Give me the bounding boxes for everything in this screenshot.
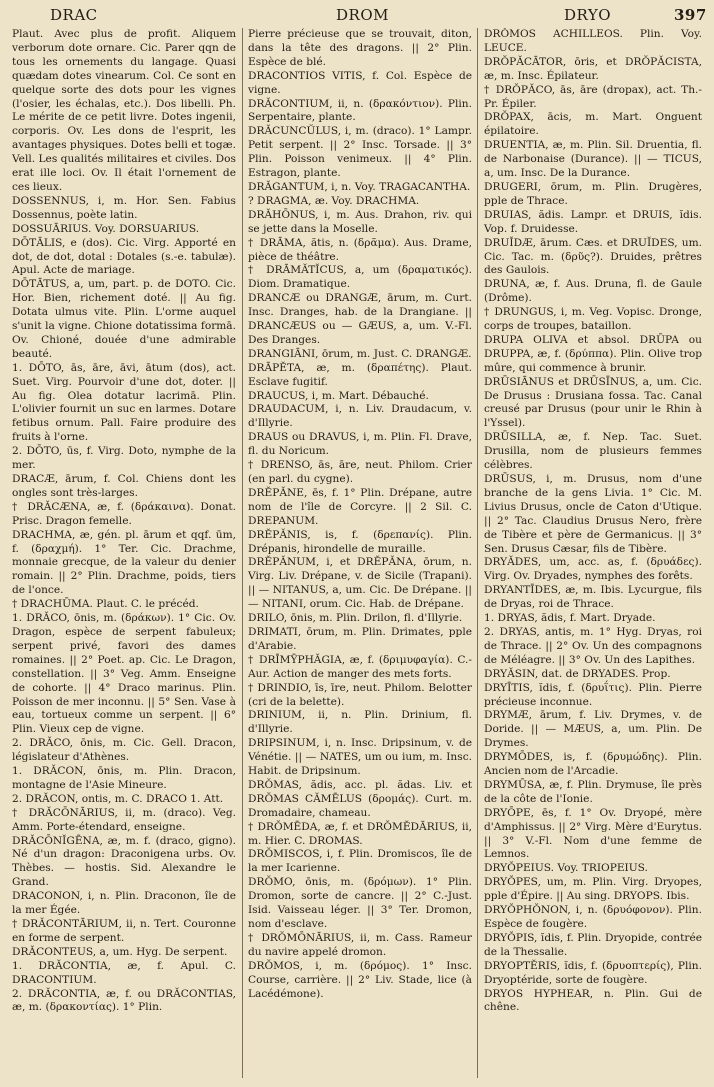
dictionary-entry: DRYŌPE, ēs, f. 1° Ov. Dryopé, mère d'Amphissus. || 2° Virg. Mère d'Eurytus. || 3° V.-Fl. Nom d'une femme de Lemnos. <box>484 806 702 861</box>
dictionary-entry: DRANCÆ ou DRANGÆ, ārum, m. Curt. Insc. Dranges, hab. de la Drangiane. || DRANCÆUS ou — GÆUS, a, um. V.-Fl. Des Dranges. <box>248 292 472 346</box>
dictionary-entry: DRŎPAX, ācis, m. Mart. Onguent épilatoire. <box>484 111 702 138</box>
dictionary-entry: DRYANTĪDES, æ, m. Ibis. Lycurgue, fils de Dryas, roi de Thrace. <box>484 584 702 611</box>
dictionary-entry: ? DRAGMA, æ. Voy. DRACHMA. <box>248 194 420 207</box>
dictionary-entry: DRĂCUNCŬLUS, i, m. (draco). 1° Lampr. Petit serpent. || 2° Insc. Torsade. || 3° Plin. Poisson venimeux. || 4° Plin. Estragon, plante. <box>248 125 472 180</box>
dictionary-entry: 1. DRĂCON, ōnis, m. Plin. Dracon, montagne de l'Asie Mineure. <box>12 765 236 791</box>
dictionary-entry: DRACONON, i, n. Plin. Draconon, île de la mer Égée. <box>12 890 236 917</box>
dictionary-entry: DRUGERI, ōrum, m. Plin. Drugères, pple de Thrace. <box>484 180 702 207</box>
dictionary-entry: DRYMÆ, ārum, f. Liv. Drymes, v. de Doride. || — MÆUS, a, um. Plin. De Drymes. <box>484 709 702 750</box>
dictionary-entry: DRŪSUS, i, m. Drusus, nom d'une branche de la gens Livia. 1° Cic. M. Livius Drusus, oncle de Caton d'Utique. || 2° Tac. Claudius Drusus Nero, frère de Tibère et père de Germanicus. || 3° Sen. Drusus Cæsar, fils de Tibère. <box>484 473 702 555</box>
column-left <box>10 28 238 1078</box>
running-head-right: DRYO <box>564 6 612 24</box>
running-head-left: DRAC <box>50 6 98 24</box>
dictionary-entry: DRĔPĂNIS, is, f. (δρεπανίς). Plin. Drépanis, hirondelle de muraille. <box>248 528 472 555</box>
dictionary-entry: DRĂCONTIUM, ii, n. (δρακόντιον). Plin. Serpentaire, plante. <box>248 97 472 124</box>
dictionary-entry: DRAUS ou DRAVUS, i, m. Plin. Fl. Drave, fl. du Noricum. <box>248 431 472 458</box>
dictionary-entry: DOSSENNUS, i, m. Hor. Sen. Fabius Dossennus, poète latin. <box>12 194 236 221</box>
dictionary-entry: DRIPSINUM, i, n. Insc. Dripsinum, v. de Vénétie. || — NATES, um ou ium, m. Insc. Habit. de Dripsinum. <box>248 737 472 778</box>
dictionary-entry: DRĔPĂNE, ēs, f. 1° Plin. Drépane, autre nom de l'île de Corcyre. || 2 Sil. C. DREPANUM. <box>248 486 472 527</box>
dictionary-entry: DRĂCONTEUS, a, um. Hyg. De serpent. <box>12 945 228 958</box>
dictionary-entry: DRŎMOS ACHILLEOS. Plin. Voy. LEUCE. <box>484 28 702 54</box>
dictionary-entry: DRACÆ, ārum, f. Col. Chiens dont les ongles sont très-larges. <box>12 473 236 499</box>
dictionary-entry: Plaut. Avec plus de profit. Aliquem verborum dote ornare. Cic. Parer qqn de tous les ornements du langage. Quasi quædam dotes vinearum. Col. Ce sont en quelque sorte des dots pour les vignes (l'osier, les échalas, etc.). Dos libelli. Ph. Le mérite de ce petit livre. Dotes ingenii, corporis. Ov. Les dons de l'esprit, les avantages physiques. Dotes belli et togæ. Vell. Les qualités militaires et civiles. Dos erat ille loci. Ov. Il était l'ornement de ces lieux. <box>12 28 236 193</box>
dictionary-entry: † DRENSO, ās, āre, neut. Philom. Crier (en parl. du cygne). <box>248 459 472 485</box>
dictionary-entry: † DRĂCŌNĀRIUS, ii, m. (draco). Veg. Amm. Porte-étendard, enseigne. <box>12 806 236 833</box>
dictionary-entry: † DRŎMŌNĀRIUS, ii, m. Cass. Rameur du navire appelé dromon. <box>248 931 472 958</box>
dictionary-entry: DRYĪTIS, ĭdis, f. (δρυΐτις). Plin. Pierre précieuse inconnue. <box>484 681 702 708</box>
dictionary-entry: DRILO, ōnis, m. Plin. Drilon, fl. d'Illyrie. <box>248 612 463 625</box>
page-header <box>10 4 707 24</box>
dictionary-entry: Pierre précieuse que se trouvait, diton, dans la tête des dragons. || 2° Plin. Espèce de blé. <box>248 28 472 68</box>
dictionary-entry: 1. DRĂCO, ōnis, m. (δράκων). 1° Cic. Ov. Dragon, espèce de serpent fabuleux; serpent privé, favori des dames romaines. || 2° Poet. ap. Cic. Le Dragon, constellation. || 3° Veg. Amm. Enseigne de cohorte. || 4° Draco marinus. Plin. Poisson de mer inconnu. || 5° Sen. Vase à eau, tortueux comme un serpent. || 6° Plin. Vieux cep de vigne. <box>12 612 236 736</box>
dictionary-entry: DRŪSILLA, æ, f. Nep. Tac. Suet. Drusilla, nom de plusieurs femmes célèbres. <box>484 431 702 472</box>
dictionary-entry: DRUENTIA, æ, m. Plin. Sil. Druentia, fl. de Narbonaise (Durance). || — TICUS, a, um. Insc. De la Durance. <box>484 139 702 180</box>
dictionary-entry: 2. DRĂCONTIA, æ, f. ou DRĂCONTIAS, æ, m. (δρακοντίας). 1° Plin. <box>12 987 236 1014</box>
dictionary-entry: DRYOS HYPHEAR, n. Plin. Gui de chêne. <box>484 987 702 1014</box>
text-columns <box>10 28 704 1078</box>
dictionary-entry: DRYOPTĔRIS, ĭdis, f. (δρυοπτερίς), Plin. Dryoptéride, sorte de fougère. <box>484 959 702 986</box>
dictionary-entry: DRYĂSIN, dat. de DRYADES. Prop. <box>484 667 671 680</box>
page-number: 397 <box>674 6 707 24</box>
dictionary-entry: † DRINDIO, īs, īre, neut. Philom. Belotter (cri de la belette). <box>248 681 472 708</box>
dictionary-entry: DŌTĀLIS, e (dos). Cic. Virg. Apporté en dot, de dot, dotal : Dotales (s.-e. tabulæ). Apul. Acte de mariage. <box>12 236 236 277</box>
dictionary-entry: DŌTĀTUS, a, um, part. p. de DOTO. Cic. Hor. Bien, richement doté. || Au fig. Dotata ulmus vite. Plin. L'orme auquel s'unit la vigne. Chione dotatissima formā. Ov. Chioné, douée d'une admirable beauté. <box>12 278 236 360</box>
dictionary-entry: † DRŎPĂCO, ās, āre (dropax), act. Th.-Pr. Épiler. <box>484 83 702 110</box>
dictionary-entry: DRŎMOS, i, m. (δρόμος). 1° Insc. Course, carrière. || 2° Liv. Stade, lice (à Lacédémone). <box>248 959 472 1000</box>
dictionary-entry: 1. DŌTO, ās, āre, āvi, ātum (dos), act. Suet. Virg. Pourvoir d'une dot, doter. || Au fig. Olea dotatur lacrimā. Plin. L'olivier fournit un suc en larmes. Dotare fetibus ornum. Pall. Faire produire des fruits à l'orne. <box>12 361 236 444</box>
dictionary-entry: DRYMŌDES, is, f. (δρυμώδης). Plin. Ancien nom de l'Arcadie. <box>484 751 702 778</box>
dictionary-entry: DRYMŪSA, æ, f. Plin. Drymuse, île près de la côte de l'Ionie. <box>484 778 702 805</box>
dictionary-entry: DRAUDACUM, i, n. Liv. Draudacum, v. d'Illyrie. <box>248 403 472 430</box>
dictionary-entry: † DRŎMĒDA, æ, f. et DRŎMĔDĀRIUS, ii, m. Hier. C. DROMAS. <box>248 820 472 847</box>
dictionary-entry: DRŎMISCOS, i, f. Plin. Dromiscos, île de la mer Icarienne. <box>248 848 472 875</box>
dictionary-entry: DOSSUĀRIUS. Voy. DORSUARIUS. <box>12 222 200 235</box>
dictionary-entry: DRYŎPIS, ĭdis, f. Plin. Dryopide, contrée de la Thessalie. <box>484 931 702 958</box>
dictionary-entry: DRĂCŌNĬGĒNA, æ, m. f. (draco, gigno). Né d'un dragon: Draconigena urbs. Ov. Thèbes. — hostis. Sid. Alexandre le Grand. <box>12 834 236 889</box>
dictionary-entry: 1. DRYAS, ădis, f. Mart. Dryade. <box>484 612 656 625</box>
dictionary-entry: † DRĪMȲPHĂGIA, æ, f. (δριμυφαγία). C.-Aur. Action de manger des mets forts. <box>248 653 472 680</box>
dictionary-entry: DRIMATI, ōrum, m. Plin. Drimates, pple d'Arabie. <box>248 625 472 652</box>
dictionary-entry: DRUIAS, ădis. Lampr. et DRUIS, ĭdis. Vop. f. Druidesse. <box>484 208 702 235</box>
dictionary-entry: DRINIUM, ii, n. Plin. Drinium, fl. d'Illyrie. <box>248 709 472 736</box>
dictionary-entry: † DRUNGUS, i, m. Veg. Vopisc. Dronge, corps de troupes, bataillon. <box>484 306 702 333</box>
dictionary-entry: 2. DRĂCON, ontis, m. C. DRACO 1. Att. <box>12 792 224 805</box>
dictionary-entry: † DRĀMA, ătis, n. (δρᾶμα). Aus. Drame, pièce de théâtre. <box>248 236 472 263</box>
dictionary-entry: DRĂHŌNUS, i, m. Aus. Drahon, riv. qui se jette dans la Moselle. <box>248 208 472 235</box>
dictionary-entry: DRŎMAS, ădis, acc. pl. ădas. Liv. et DRŎMAS CĂMĒLUS (δρομάς). Curt. m. Dromadaire, chameau. <box>248 778 472 819</box>
dictionary-entry: DRĀPĔTA, æ, m. (δραπέτης). Plaut. Esclave fugitif. <box>248 361 472 388</box>
dictionary-entry: DRĂGANTUM, i, n. Voy. TRAGACANTHA. <box>248 180 471 193</box>
dictionary-entry: DRŎMO, ōnis, m. (δρόμων). 1° Plin. Dromon, sorte de cancre. || 2° C.-Just. Isid. Vaisseau léger. || 3° Ter. Dromon, nom d'esclave. <box>248 876 472 930</box>
dictionary-entry: DRUNA, æ, f. Aus. Druna, fl. de Gaule (Drôme). <box>484 278 702 305</box>
dictionary-entry: DRYŎPEIUS. Voy. TRIOPEIUS. <box>484 862 648 875</box>
dictionary-entry: 1. DRĂCONTIA, æ, f. Apul. C. DRACONTIUM. <box>12 959 236 986</box>
dictionary-entry: DRANGIĀNI, ōrum, m. Just. C. DRANGÆ. <box>248 347 472 360</box>
dictionary-entry: DRUPA OLIVA et absol. DRŪPA ou DRUPPA, æ, f. (δρύππα). Plin. Olive trop mûre, qui commence à brunir. <box>484 333 702 374</box>
running-head-middle: DROM <box>336 6 389 24</box>
dictionary-entry: 2. DŌTO, ūs, f. Virg. Doto, nymphe de la mer. <box>12 445 236 472</box>
dictionary-entry: 2. DRĂCO, ōnis, m. Cic. Gell. Dracon, législateur d'Athènes. <box>12 737 236 764</box>
dictionary-entry: DRYĂDES, um, acc. as, f. (δρυάδες). Virg. Ov. Dryades, nymphes des forêts. <box>484 556 702 583</box>
dictionary-entry: DRYŎPHŎNON, i, n. (δρυόφονον). Plin. Espèce de fougère. <box>484 904 702 930</box>
dictionary-entry: DRACONTIOS VITIS, f. Col. Espèce de vigne. <box>248 69 472 96</box>
dictionary-entry: † DRĀMĂTĬCUS, a, um (δραματικός). Diom. Dramatique. <box>248 264 472 291</box>
dictionary-entry: † DRACHŪMA. Plaut. C. le précéd. <box>12 598 199 611</box>
dictionary-entry: DRYŎPES, um, m. Plin. Virg. Dryopes, pple d'Épire. || Au sing. DRYOPS. Ibis. <box>484 876 702 903</box>
dictionary-entry: DRĔPĂNUM, i, et DRĔPĂNA, ōrum, n. Virg. Liv. Drépane, v. de Sicile (Trapani). || — NITANUS, a, um. Cic. De Drépane. || — NITANI, orum. Cic. Hab. de Drépane. <box>248 556 472 611</box>
dictionary-entry: DRUĬDÆ, ārum. Cæs. et DRUĬDES, um. Cic. Tac. m. (δρῦς?). Druides, prêtres des Gaulois. <box>484 236 702 277</box>
dictionary-entry: DRŎPĂCĀTOR, ōris, et DRŎPĂCISTA, æ, m. Insc. Épilateur. <box>484 55 702 82</box>
dictionary-entry: DRAUCUS, i, m. Mart. Débauché. <box>248 389 429 402</box>
dictionary-entry: 2. DRYAS, antis, m. 1° Hyg. Dryas, roi de Thrace. || 2° Ov. Un des compagnons de Méléagre. || 3° Ov. Un des Lapithes. <box>484 625 702 666</box>
dictionary-entry: † DRĂCONTĀRIUM, ii, n. Tert. Couronne en forme de serpent. <box>12 918 236 944</box>
column-middle <box>242 28 478 1078</box>
dictionary-entry: † DRĂCÆNA, æ, f. (δράκαινα). Donat. Prisc. Dragon femelle. <box>12 500 236 527</box>
dictionary-entry: DRŪSIĀNUS et DRŪSĪNUS, a, um. Cic. De Drusus : Drusiana fossa. Tac. Canal creusé par Drusus (pour unir le Rhin à l'Yssel). <box>484 375 702 430</box>
dictionary-entry: DRACHMA, æ, gén. pl. ārum et qqf. ūm, f. (δραχμή). 1° Ter. Cic. Drachme, monnaie grecque, de la valeur du denier romain. || 2° Plin. Drachme, poids, tiers de l'once. <box>12 528 236 597</box>
column-right <box>482 28 704 1078</box>
